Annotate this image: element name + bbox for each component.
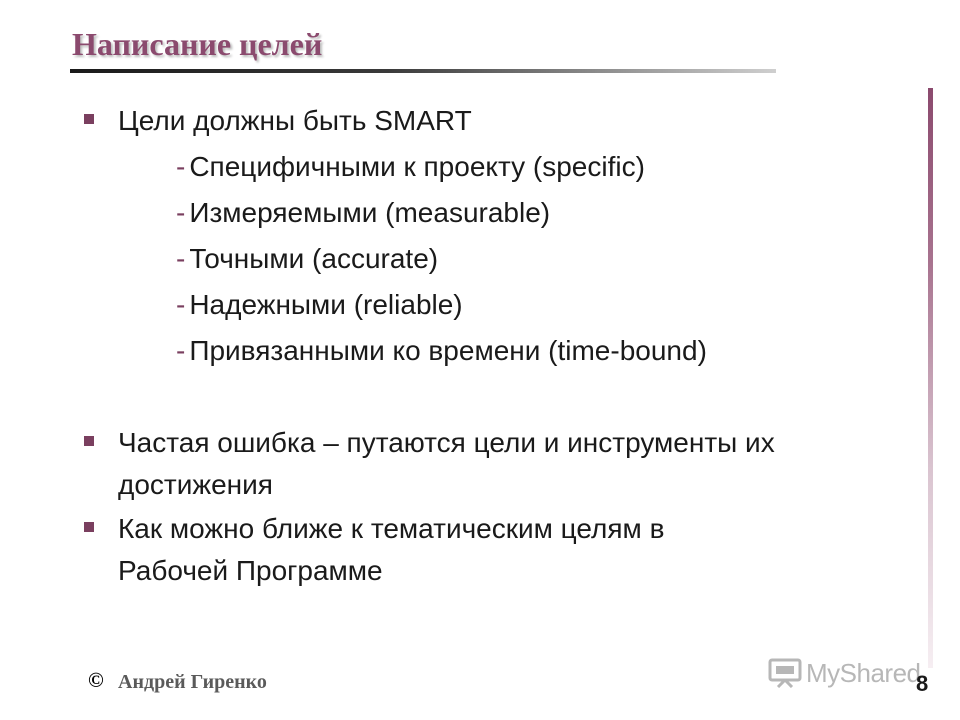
- author-name: Андрей Гиренко: [118, 671, 267, 693]
- sub-item-text: Точными (accurate): [189, 243, 439, 274]
- dash-marker: -: [176, 151, 186, 182]
- projector-screen-icon: [768, 658, 802, 688]
- copyright-symbol: ©: [88, 668, 104, 692]
- sub-item-text: Привязанными ко времени (time-bound): [189, 335, 707, 366]
- sub-item: [176, 146, 645, 188]
- bullet-text-line: достижения: [118, 469, 273, 500]
- slide-title: Написание целей: [72, 26, 323, 62]
- square-bullet-icon: [84, 436, 94, 446]
- bullet-text-line: Частая ошибка – путаются цели и инструменты их: [118, 427, 775, 458]
- square-bullet-icon: [84, 114, 94, 124]
- dash-marker: -: [176, 289, 186, 320]
- bullet-text: Цели должны быть SMART: [118, 105, 472, 136]
- dash-marker: -: [176, 243, 186, 274]
- page-number: 8: [916, 671, 929, 696]
- sub-item: [176, 192, 550, 234]
- bullet-text-line: Рабочей Программе: [118, 555, 383, 586]
- sub-item-text: Надежными (reliable): [189, 289, 463, 320]
- sub-item-text: Измеряемыми (measurable): [189, 197, 551, 228]
- sub-item: [176, 330, 707, 372]
- sub-item-text: Специфичными к проекту (specific): [189, 151, 645, 182]
- watermark-text: MyShared: [806, 657, 921, 688]
- title-underline: [70, 69, 776, 73]
- decorative-side-bar: [928, 88, 933, 668]
- sub-item: [176, 238, 438, 280]
- watermark-logo: [768, 656, 921, 690]
- dash-marker: -: [176, 197, 186, 228]
- bullet-text-line: Как можно ближе к тематическим целям в: [118, 513, 665, 544]
- dash-marker: -: [176, 335, 186, 366]
- sub-item: [176, 284, 463, 326]
- square-bullet-icon: [84, 522, 94, 532]
